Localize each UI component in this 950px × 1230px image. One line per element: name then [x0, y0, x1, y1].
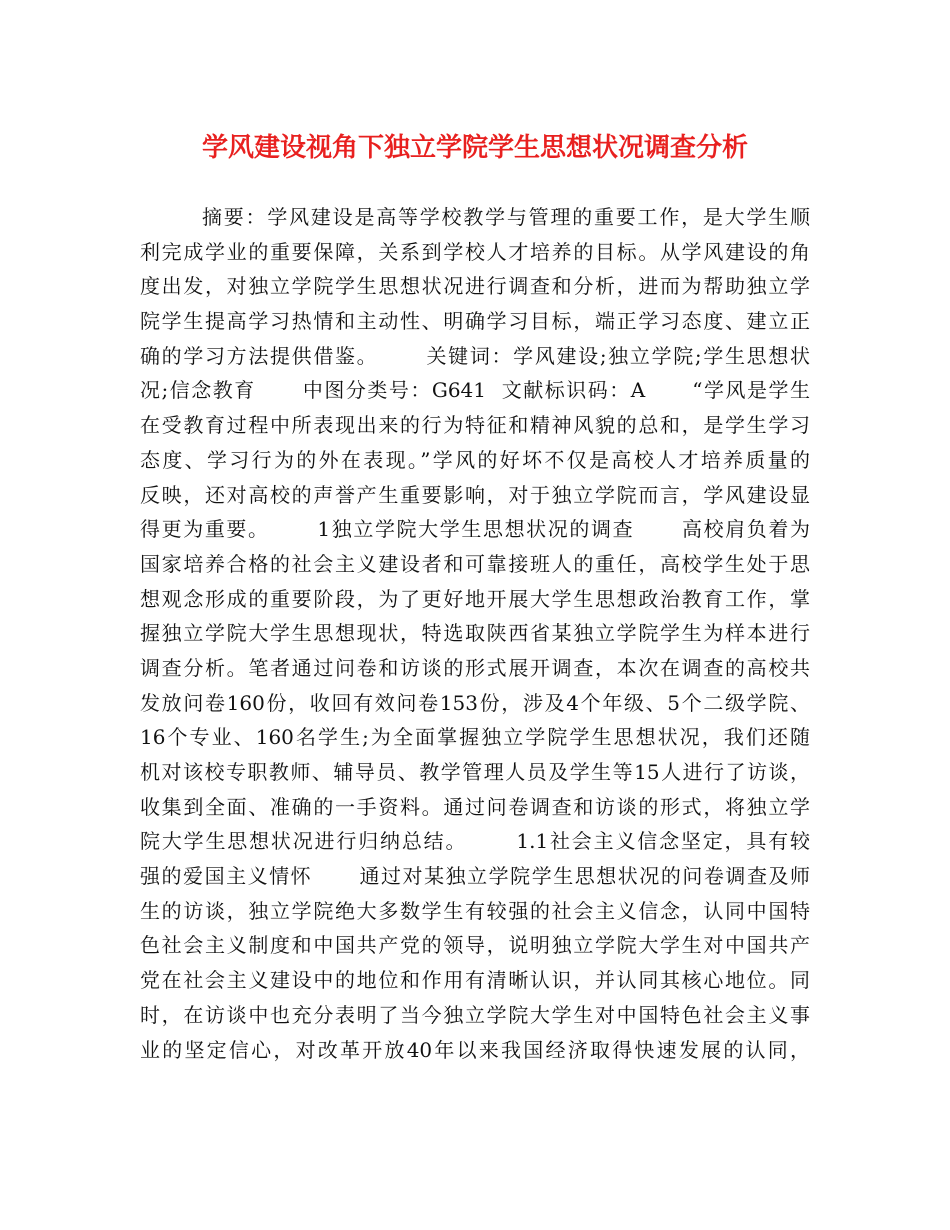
body-line: 党在社会主义建设中的地位和作用有清晰认识，并认同其核心地位。同 — [140, 968, 810, 993]
body-line: 反映，还对高校的声誉产生重要影响，对于独立学院而言，学风建设显 — [140, 482, 810, 507]
body-line: 利完成学业的重要保障，关系到学校人才培养的目标。从学风建设的角 — [140, 239, 810, 264]
body-line: 想观念形成的重要阶段，为了更好地开展大学生思想政治教育工作，掌 — [140, 586, 810, 611]
body-line: 色社会主义制度和中国共产党的领导，说明独立学院大学生对中国共产 — [140, 933, 810, 958]
document-body — [140, 200, 810, 1067]
body-line: 摘要：学风建设是高等学校教学与管理的重要工作，是大学生顺 — [202, 205, 810, 229]
body-line: 握独立学院大学生思想现状，特选取陕西省某独立学院学生为样本进行 — [140, 621, 810, 646]
body-line: 发放问卷160份，收回有效问卷153份，涉及4个年级、5个二级学院、 — [140, 690, 810, 715]
body-line: 在受教育过程中所表现出来的行为特征和精神风貌的总和，是学生学习 — [140, 413, 810, 438]
body-line: 机对该校专职教师、辅导员、教学管理人员及学生等15人进行了访谈， — [140, 760, 810, 784]
document-title: 学风建设视角下独立学院学生思想状况调查分析 — [201, 133, 748, 163]
body-line: 时，在访谈中也充分表明了当今独立学院大学生对中国特色社会主义事 — [140, 1002, 810, 1027]
body-line: 国家培养合格的社会主义建设者和可靠接班人的重任，高校学生处于思 — [140, 551, 810, 576]
body-line: 度出发，对独立学院学生思想状况进行调查和分析，进而为帮助独立学 — [140, 274, 810, 299]
body-line: 收集到全面、准确的一手资料。通过问卷调查和访谈的形式，将独立学 — [140, 794, 810, 819]
body-line: 态度、学习行为的外在表现。”学风的好坏不仅是高校人才培养质量的 — [140, 447, 810, 472]
body-line: 院大学生思想状况进行归纳总结。 1.1社会主义信念坚定，具有较 — [140, 829, 810, 854]
body-line: 得更为重要。 1独立学院大学生思想状况的调查 高校肩负着为 — [140, 517, 810, 542]
body-line: 确的学习方法提供借鉴。 关键词：学风建设;独立学院;学生思想状 — [140, 343, 810, 368]
body-line: 院学生提高学习热情和主动性、明确学习目标，端正学习态度、建立正 — [140, 309, 810, 334]
body-line: 强的爱国主义情怀 通过对某独立学院学生思想状况的问卷调查及师 — [140, 864, 810, 889]
body-line: 16个专业、160名学生;为全面掌握独立学院学生思想状况，我们还随 — [140, 725, 810, 750]
body-line: 业的坚定信心，对改革开放40年以来我国经济取得快速发展的认同， — [140, 1037, 810, 1062]
body-line: 生的访谈，独立学院绝大多数学生有较强的社会主义信念，认同中国特 — [140, 898, 810, 923]
body-line: 调查分析。笔者通过问卷和访谈的形式展开调查，本次在调查的高校共 — [140, 655, 810, 680]
body-line: 况;信念教育 中图分类号：G641 文献标识码：A “学风是学生 — [140, 378, 810, 403]
